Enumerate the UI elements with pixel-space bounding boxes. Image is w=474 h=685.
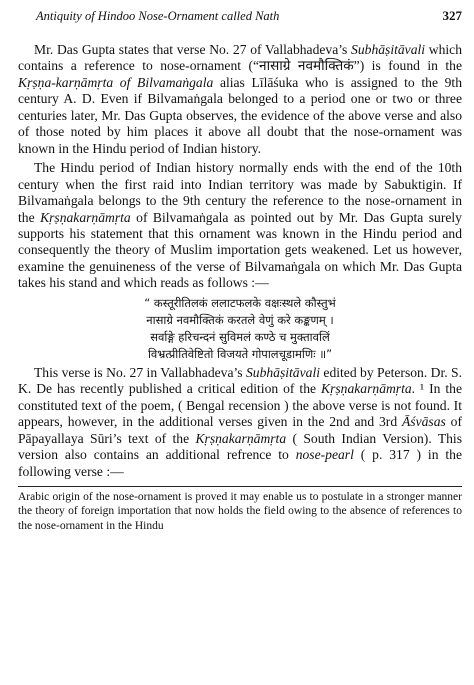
italic-text: nose-pearl	[295, 447, 354, 463]
text-run: ( South Indian Version). This version also contains an additional refrence to	[18, 430, 462, 463]
verse-line: नासाग्रे नवमौक्तिकं करतले वेणुं करे कङ्कणम् ।	[146, 312, 334, 327]
verse-line: विभ्रत्प्रीतिवेष्टितो विजयते गोपालचूडामणिः ॥”	[147, 346, 333, 361]
paragraph	[18, 365, 462, 480]
body-text	[18, 42, 462, 480]
italic-text: Āśvāsas	[401, 414, 446, 430]
footnote-divider	[18, 486, 462, 487]
text-run: alias Līlāśuka who is assigned to the 9th century A. D. Even if Bilvamaṅgala belonged to a period one or two or three centuries later, Mr. Das Gupta observes, the evidence of the above verse and also of those noted by him places it above all doubt that the nose-ornament was known in the Hindu period of Indian history.	[18, 74, 462, 156]
italic-text: Kṛṣṇakarṇāmṛta	[321, 381, 412, 397]
paragraphs-after	[18, 365, 462, 480]
page-number: 327	[442, 8, 462, 23]
paragraph	[18, 42, 462, 157]
italic-text: Kṛṣṇa-karṇāmṛta of Bilvamaṅgala	[18, 74, 214, 90]
paragraphs-before	[18, 42, 462, 292]
text-run: This verse is No. 27 in Vallabhadeva’s	[34, 364, 246, 380]
italic-text: Kṛṣṇakarṇāmṛta	[195, 430, 287, 446]
text-run: which contains a reference to nose-ornament (“नासाग्रे नवमौक्तिकं”) is found in the	[18, 42, 463, 74]
text-run: The Hindu period of Indian history normally ends with the end of the 10th century when the first raid into Indian territory was made by Sabuktigin. If Bilvamaṅgala belongs to the 9th century the reference to the nose-ornament in the	[18, 160, 462, 225]
text-run: of Pāpayallaya Sūri’s text of the	[18, 414, 462, 446]
footnote: Arabic origin of the nose-ornament is proved it may enable us to postulate in a stronger manner the theory of foreign importation that now holds the field owing to the absence of references to the nose-ornament in the Hindu	[18, 490, 462, 532]
text-run: Mr. Das Gupta states that verse No. 27 of Vallabhadeva’s	[34, 42, 352, 57]
text-run: . ¹ In the constituted text of the poem, ( Bengal recension ) the above verse is not found. It appears, however, in the additional verses given in the 2nd and 3rd	[18, 381, 462, 430]
running-head: Antiquity of Hindoo Nose-Ornament called Nath	[36, 9, 280, 23]
italic-text: Kṛṣṇakarṇāmṛta	[40, 209, 131, 225]
italic-text: Subhāṣitāvali	[245, 364, 320, 380]
text-run: ( p. 317 ) in the following verse :—	[18, 447, 462, 479]
page-header	[18, 8, 462, 30]
text-run: edited by Peterson. Dr. S. K. De has recently published a critical edition of the	[18, 364, 462, 397]
sanskrit-verse	[18, 295, 462, 363]
text-run: of Bilvamaṅgala as pointed out by Mr. Das Gupta surely supports his statement that this ornament was known in the Hindu period and consequently the theory of Muslim importation gets weakened. Let us however, examine the genuineness of the verse of Bilvamaṅgala on which Mr. Das Gupta takes his stand and which reads as follows :—	[18, 209, 462, 291]
verse-line: सर्वाङ्गे हरिचन्दनं सुविमलं कण्ठे च मुक्तावलिं	[150, 329, 330, 344]
italic-text: Subhāṣitāvali	[351, 42, 426, 57]
paragraph	[18, 160, 462, 292]
verse-line: “ कस्तूरीतिलकं ललाटफलके वक्षःस्थले कौस्तुभं	[144, 295, 336, 310]
page	[18, 8, 462, 533]
